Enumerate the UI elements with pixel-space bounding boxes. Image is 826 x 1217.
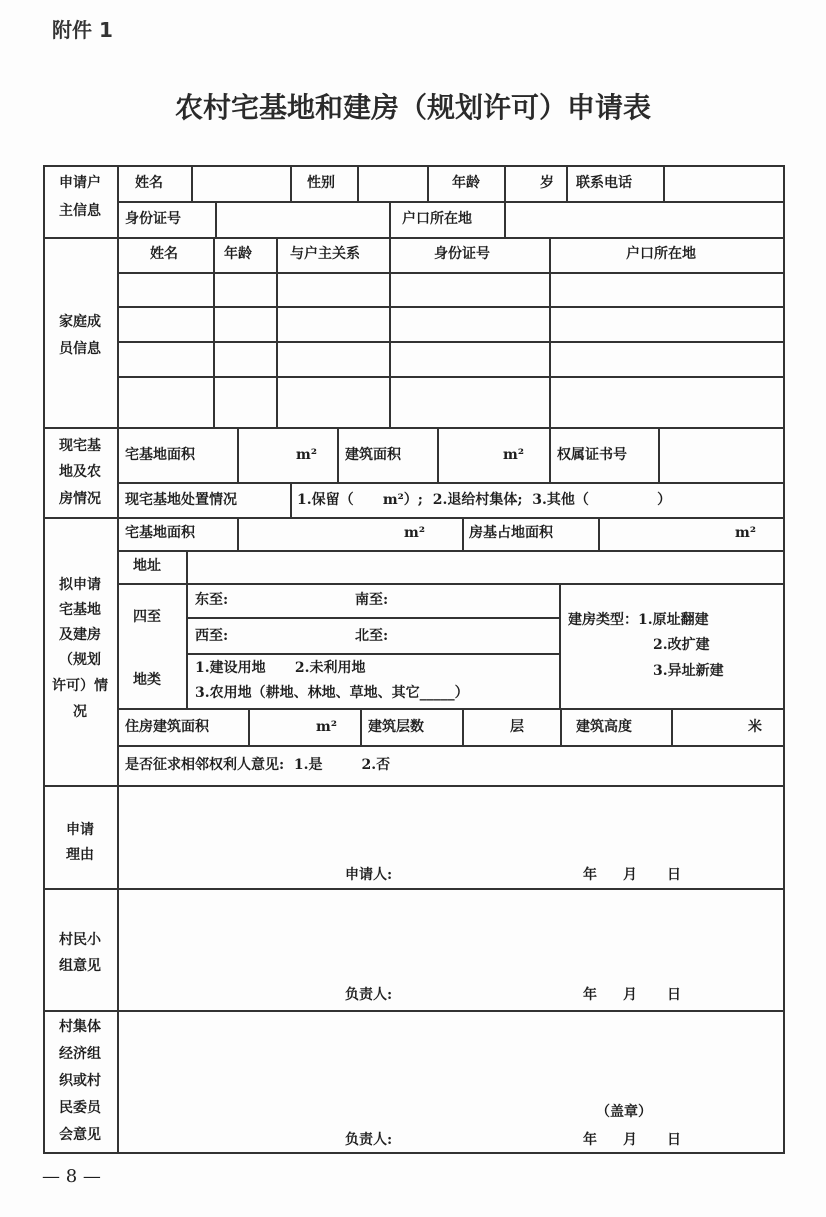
date-year: 年 bbox=[583, 987, 597, 1003]
section-label: 申请 bbox=[66, 822, 94, 838]
date-day: 日 bbox=[667, 987, 681, 1003]
field-label: 年龄 bbox=[452, 175, 480, 191]
column-divider bbox=[276, 237, 278, 427]
row-divider bbox=[117, 272, 783, 274]
row-divider bbox=[43, 1010, 783, 1012]
column-divider bbox=[191, 165, 193, 201]
table-border bbox=[43, 165, 783, 167]
date-year: 年 bbox=[583, 867, 597, 883]
section-label: 理由 bbox=[66, 847, 94, 863]
page-number: — 8 — bbox=[42, 1166, 101, 1187]
column-divider bbox=[360, 708, 362, 745]
column-divider bbox=[566, 165, 568, 201]
unit-label: m² bbox=[296, 447, 317, 463]
section-label: 员信息 bbox=[59, 341, 101, 357]
column-divider bbox=[549, 427, 551, 482]
section-label: 会意见 bbox=[59, 1127, 101, 1143]
row-divider bbox=[43, 785, 783, 787]
unit-label: m² bbox=[503, 447, 524, 463]
date-month: 月 bbox=[623, 867, 637, 883]
row-divider bbox=[186, 617, 559, 619]
row-divider bbox=[43, 427, 783, 429]
column-divider bbox=[658, 427, 660, 482]
disposal-options: 1.保留（ m²）; 2.退给村集体; 3.其他（ ） bbox=[297, 492, 672, 508]
date-month: 月 bbox=[623, 1132, 637, 1148]
page-title: 农村宅基地和建房（规划许可）申请表 bbox=[174, 91, 651, 124]
field-label: 权属证书号 bbox=[557, 447, 627, 463]
build-type-option: 3.异址新建 bbox=[653, 663, 724, 679]
column-divider bbox=[462, 708, 464, 745]
section-label: 村民小 bbox=[59, 932, 101, 948]
unit-label: m² bbox=[735, 525, 756, 541]
column-divider bbox=[427, 165, 429, 201]
column-divider bbox=[357, 165, 359, 201]
field-label: 现宅基地处置情况 bbox=[125, 492, 237, 508]
signer-label: 负责人: bbox=[345, 1132, 393, 1148]
row-divider bbox=[117, 341, 783, 343]
section-label: 经济组 bbox=[59, 1046, 101, 1062]
column-divider bbox=[598, 517, 600, 550]
land-type-option: 1.建设用地 2.未利用地 bbox=[195, 660, 366, 676]
section-label: 及建房 bbox=[59, 627, 101, 643]
row-divider bbox=[117, 550, 783, 552]
column-header: 身份证号 bbox=[434, 246, 490, 262]
column-divider bbox=[290, 165, 292, 201]
field-label: 东至: bbox=[195, 592, 229, 608]
field-label: 联系电话 bbox=[576, 175, 632, 191]
row-divider bbox=[117, 201, 783, 203]
signer-label: 负责人: bbox=[345, 987, 393, 1003]
attachment-label: 附件 1 bbox=[52, 18, 113, 42]
column-divider bbox=[549, 237, 551, 427]
row-divider bbox=[186, 653, 559, 655]
row-divider bbox=[117, 583, 783, 585]
column-divider bbox=[389, 201, 391, 237]
field-label: 姓名 bbox=[135, 175, 163, 191]
field-label: 建筑面积 bbox=[345, 447, 401, 463]
field-label: 地址 bbox=[133, 558, 161, 574]
column-divider bbox=[560, 708, 562, 745]
land-type-option: 3.农用地（耕地、林地、草地、其它_____） bbox=[195, 685, 469, 701]
unit-label: m² bbox=[404, 525, 425, 541]
field-label: 住房建筑面积 bbox=[125, 719, 209, 735]
column-header: 户口所在地 bbox=[626, 246, 696, 262]
unit-label: m² bbox=[316, 719, 337, 735]
date-day: 日 bbox=[667, 867, 681, 883]
section-label: 主信息 bbox=[59, 203, 101, 219]
row-divider bbox=[117, 482, 783, 484]
column-divider bbox=[559, 583, 561, 708]
field-label: 西至: bbox=[195, 628, 229, 644]
unit-label: 米 bbox=[748, 719, 762, 735]
field-label: 南至: bbox=[355, 592, 389, 608]
column-divider bbox=[248, 708, 250, 745]
table-border bbox=[43, 1152, 785, 1154]
date-month: 月 bbox=[623, 987, 637, 1003]
build-type-option: 2.改扩建 bbox=[653, 637, 710, 653]
section-label: 拟申请 bbox=[59, 577, 101, 593]
neighbors-question: 是否征求相邻权利人意见: 1.是 2.否 bbox=[125, 757, 391, 773]
column-divider bbox=[462, 517, 464, 550]
row-divider bbox=[117, 745, 783, 747]
section-label: 许可）情 bbox=[52, 678, 108, 694]
section-label: 组意见 bbox=[59, 958, 101, 974]
field-label: 四至 bbox=[133, 609, 161, 625]
column-divider bbox=[437, 427, 439, 482]
unit-label: 层 bbox=[510, 719, 524, 735]
field-label: 北至: bbox=[355, 628, 389, 644]
row-divider bbox=[117, 708, 783, 710]
date-year: 年 bbox=[583, 1132, 597, 1148]
column-header: 姓名 bbox=[150, 246, 178, 262]
field-label: 性别 bbox=[307, 175, 335, 191]
column-divider bbox=[389, 237, 391, 427]
date-day: 日 bbox=[667, 1132, 681, 1148]
field-label: 身份证号 bbox=[125, 211, 181, 227]
build-type-option: 建房类型：1.原址翻建 bbox=[568, 612, 709, 628]
column-divider bbox=[215, 201, 217, 237]
column-divider bbox=[337, 427, 339, 482]
column-divider bbox=[117, 165, 119, 1152]
section-label: （规划 bbox=[59, 652, 101, 668]
column-header: 年龄 bbox=[224, 246, 252, 262]
seal-label: （盖章） bbox=[596, 1104, 652, 1120]
signer-label: 申请人: bbox=[345, 867, 393, 883]
row-divider bbox=[43, 237, 783, 239]
table-border bbox=[783, 165, 785, 1152]
row-divider bbox=[117, 306, 783, 308]
section-label: 村集体 bbox=[59, 1019, 101, 1035]
field-label: 宅基地面积 bbox=[125, 447, 195, 463]
field-label: 建筑高度 bbox=[576, 719, 632, 735]
column-divider bbox=[504, 165, 506, 201]
section-label: 申请户 bbox=[59, 175, 101, 191]
section-label: 织或村 bbox=[59, 1073, 101, 1089]
section-label: 民委员 bbox=[59, 1100, 101, 1116]
column-divider bbox=[504, 201, 506, 237]
field-label: 房基占地面积 bbox=[469, 525, 553, 541]
column-divider bbox=[663, 165, 665, 201]
column-header: 与户主关系 bbox=[290, 246, 360, 262]
row-divider bbox=[43, 517, 783, 519]
column-divider bbox=[290, 482, 292, 517]
column-divider bbox=[237, 517, 239, 550]
row-divider bbox=[117, 376, 783, 378]
unit-label: 岁 bbox=[540, 175, 554, 191]
section-label: 现宅基 bbox=[59, 438, 101, 454]
column-divider bbox=[671, 708, 673, 745]
field-label: 户口所在地 bbox=[402, 211, 472, 227]
section-label: 房情况 bbox=[59, 491, 101, 507]
field-label: 地类 bbox=[133, 672, 161, 688]
row-divider bbox=[43, 888, 783, 890]
field-label: 宅基地面积 bbox=[125, 525, 195, 541]
section-label: 家庭成 bbox=[59, 314, 101, 330]
section-label: 宅基地 bbox=[59, 602, 101, 618]
column-divider bbox=[213, 237, 215, 427]
section-label: 况 bbox=[73, 704, 87, 720]
section-label: 地及农 bbox=[59, 464, 101, 480]
column-divider bbox=[186, 550, 188, 708]
field-label: 建筑层数 bbox=[368, 719, 424, 735]
column-divider bbox=[237, 427, 239, 482]
